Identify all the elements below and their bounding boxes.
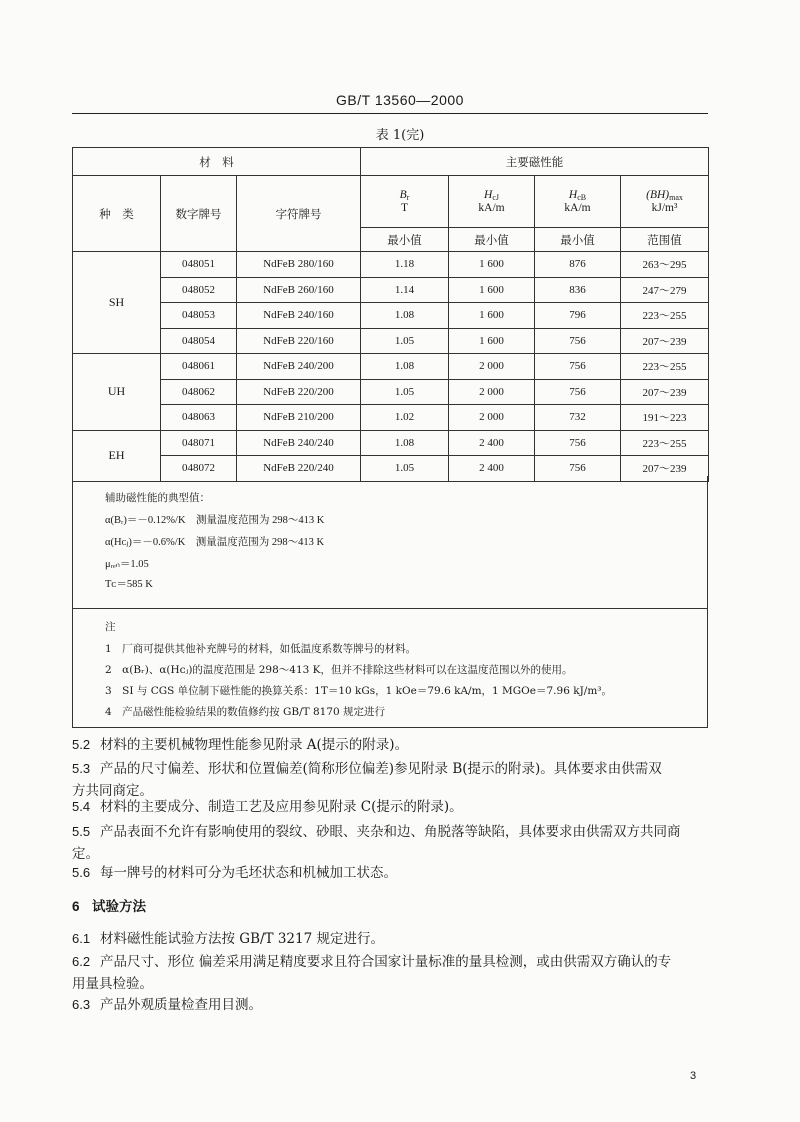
note-4: 4 产品磁性能检验结果的数值修约按 GB/T 8170 规定进行 <box>105 706 386 718</box>
bh-subscript: max <box>669 193 683 202</box>
aux-line-tc: Tᴄ＝585 K <box>105 579 153 590</box>
hcb-unit: kA/m <box>564 202 591 214</box>
section-6-heading <box>72 896 712 918</box>
cell-bh: 247～279 <box>621 277 709 303</box>
clause-number: 6.2 <box>72 954 91 969</box>
note-1: 1 厂商可提供其他补充牌号的材料，如低温度系数等牌号的材料。 <box>105 643 417 655</box>
cell-num: 048052 <box>161 277 237 303</box>
standard-number-header: GB/T 13560—2000 <box>336 92 464 108</box>
cell-sym: NdFeB 240/240 <box>237 430 361 456</box>
cell-hcb: 756 <box>535 354 621 380</box>
col-header-bhmax <box>621 176 709 228</box>
table-caption: 表 1(完) <box>375 128 425 143</box>
type-cell: SH <box>73 252 161 354</box>
clause-number: 5.5 <box>72 824 91 839</box>
min-label: 最小值 <box>449 228 535 252</box>
cell-sym: NdFeB 210/200 <box>237 405 361 431</box>
cell-bh: 263～295 <box>621 252 709 278</box>
hcj-subscript: cJ <box>492 193 499 202</box>
clause-text-cont: 用量具检验。 <box>72 976 153 992</box>
clause-number: 5.3 <box>72 761 91 776</box>
hcb-subscript: cB <box>577 193 587 202</box>
cell-br: 1.08 <box>361 303 449 329</box>
table-row <box>73 303 709 329</box>
clause-text: 产品尺寸、形位 偏差采用满足精度要求且符合国家计量标准的量具检测，或由供需双方确认的专 <box>100 954 672 970</box>
cell-sym: NdFeB 260/160 <box>237 277 361 303</box>
clause-text: 产品外观质量检查用目测。 <box>100 997 262 1013</box>
section-title: 试验方法 <box>92 899 146 914</box>
cell-hcb: 876 <box>535 252 621 278</box>
clause-5-6 <box>72 862 712 884</box>
clause-6-3 <box>72 994 712 1016</box>
aux-line-br: α(Bᵣ)＝－0.12%/K 测量温度范围为 298～413 K <box>105 515 325 526</box>
cell-br: 1.05 <box>361 456 449 482</box>
table-row <box>73 405 709 431</box>
col-header-br <box>361 176 449 228</box>
cell-num: 048062 <box>161 379 237 405</box>
cell-bh: 223～255 <box>621 354 709 380</box>
min-label: 最小值 <box>535 228 621 252</box>
cell-num: 048051 <box>161 252 237 278</box>
cell-hcb: 756 <box>535 379 621 405</box>
cell-hcb: 836 <box>535 277 621 303</box>
clause-text: 每一牌号的材料可分为毛坯状态和机械加工状态。 <box>100 865 397 881</box>
hcj-unit: kA/m <box>478 202 505 214</box>
clause-text: 材料的主要机械物理性能参见附录 A(提示的附录)。 <box>100 737 409 753</box>
clause-6-2 <box>72 951 712 995</box>
cell-num: 048063 <box>161 405 237 431</box>
cell-br: 1.02 <box>361 405 449 431</box>
clause-text-cont: 定。 <box>72 846 99 862</box>
cell-bh: 207～239 <box>621 379 709 405</box>
aux-line-mu: μᵣₑₙ＝1.05 <box>105 559 149 570</box>
cell-br: 1.05 <box>361 328 449 354</box>
cell-hcj: 1 600 <box>449 303 535 329</box>
cell-br: 1.08 <box>361 430 449 456</box>
hcb-symbol: H <box>568 189 578 201</box>
cell-br: 1.05 <box>361 379 449 405</box>
min-label: 最小值 <box>361 228 449 252</box>
clause-number: 6.1 <box>72 931 91 946</box>
col-header-type: 种 类 <box>73 176 161 252</box>
clause-text-cont: 方共同商定。 <box>72 783 153 799</box>
magnetic-properties-table <box>72 147 709 482</box>
cell-bh: 207～239 <box>621 456 709 482</box>
cell-br: 1.08 <box>361 354 449 380</box>
clause-text: 产品表面不允许有影响使用的裂纹、砂眼、夹杂和边、角脱落等缺陷，具体要求由供需双方共同商 <box>100 824 681 840</box>
aux-line-hcj: α(Hᴄⱼ)＝－0.6%/K 测量温度范围为 298～413 K <box>105 537 325 548</box>
clause-6-1 <box>72 928 712 950</box>
cell-hcj: 2 000 <box>449 379 535 405</box>
cell-hcb: 756 <box>535 456 621 482</box>
header-rule <box>72 113 708 114</box>
cell-sym: NdFeB 280/160 <box>237 252 361 278</box>
cell-num: 048071 <box>161 430 237 456</box>
bh-symbol: (BH) <box>646 189 670 201</box>
cell-hcj: 2 400 <box>449 456 535 482</box>
page-number: 3 <box>690 1070 697 1082</box>
col-header-hcb <box>535 176 621 228</box>
cell-sym: NdFeB 220/160 <box>237 328 361 354</box>
col-header-sym: 字符牌号 <box>237 176 361 252</box>
cell-sym: NdFeB 220/240 <box>237 456 361 482</box>
cell-sym: NdFeB 220/200 <box>237 379 361 405</box>
br-unit: T <box>401 202 409 214</box>
cell-num: 048072 <box>161 456 237 482</box>
group-header-material: 材 料 <box>73 148 361 176</box>
br-symbol: B <box>399 189 407 201</box>
notes-box <box>72 608 708 728</box>
note-2: 2 α(Bᵣ)、α(Hᴄⱼ)的温度范围是 298～413 K，但并不排除这些材料可以在这温度范围以外的使用。 <box>105 664 573 676</box>
table-row <box>73 354 709 380</box>
clause-5-5 <box>72 821 712 865</box>
table-row <box>73 277 709 303</box>
clause-number: 5.6 <box>72 865 91 880</box>
cell-hcj: 1 600 <box>449 328 535 354</box>
clause-5-2 <box>72 734 712 756</box>
cell-hcb: 796 <box>535 303 621 329</box>
clause-5-4 <box>72 796 712 818</box>
section-number: 6 <box>72 899 80 914</box>
cell-hcj: 2 000 <box>449 405 535 431</box>
aux-properties-box <box>72 476 708 609</box>
cell-bh: 223～255 <box>621 303 709 329</box>
range-label: 范围值 <box>621 228 709 252</box>
table-row <box>73 379 709 405</box>
cell-num: 048054 <box>161 328 237 354</box>
cell-hcj: 2 400 <box>449 430 535 456</box>
cell-num: 048061 <box>161 354 237 380</box>
cell-sym: NdFeB 240/160 <box>237 303 361 329</box>
clause-text: 材料磁性能试验方法按 GB/T 3217 规定进行。 <box>100 931 384 947</box>
bh-unit: kJ/m³ <box>651 202 678 214</box>
cell-hcj: 1 600 <box>449 277 535 303</box>
hcj-symbol: H <box>484 189 493 201</box>
cell-sym: NdFeB 240/200 <box>237 354 361 380</box>
cell-hcb: 732 <box>535 405 621 431</box>
cell-bh: 191～223 <box>621 405 709 431</box>
br-subscript: r <box>406 193 410 202</box>
group-header-props: 主要磁性能 <box>361 148 709 176</box>
note-3: 3 SI 与 CGS 单位制下磁性能的换算关系：1T＝10 kGs，1 kOe＝79.6 kA/m，1 MGOe＝7.96 kJ/m³。 <box>105 685 612 697</box>
cell-num: 048053 <box>161 303 237 329</box>
clause-number: 6.3 <box>72 997 91 1012</box>
cell-hcb: 756 <box>535 328 621 354</box>
cell-hcj: 2 000 <box>449 354 535 380</box>
cell-bh: 223～255 <box>621 430 709 456</box>
clause-number: 5.2 <box>72 737 91 752</box>
type-cell: EH <box>73 430 161 481</box>
table-row <box>73 430 709 456</box>
aux-title: 辅助磁性能的典型值： <box>105 492 210 504</box>
table-row <box>73 328 709 354</box>
type-cell: UH <box>73 354 161 431</box>
clause-text: 材料的主要成分、制造工艺及应用参见附录 C(提示的附录)。 <box>100 799 463 815</box>
cell-br: 1.14 <box>361 277 449 303</box>
cell-hcb: 756 <box>535 430 621 456</box>
col-header-num: 数字牌号 <box>161 176 237 252</box>
clause-number: 5.4 <box>72 799 91 814</box>
table-row <box>73 252 709 278</box>
cell-br: 1.18 <box>361 252 449 278</box>
col-header-hcj <box>449 176 535 228</box>
cell-hcj: 1 600 <box>449 252 535 278</box>
clause-text: 产品的尺寸偏差、形状和位置偏差(简称形位偏差)参见附录 B(提示的附录)。具体要求由供需双 <box>100 761 662 777</box>
cell-bh: 207～239 <box>621 328 709 354</box>
notes-title: 注 <box>105 621 116 633</box>
